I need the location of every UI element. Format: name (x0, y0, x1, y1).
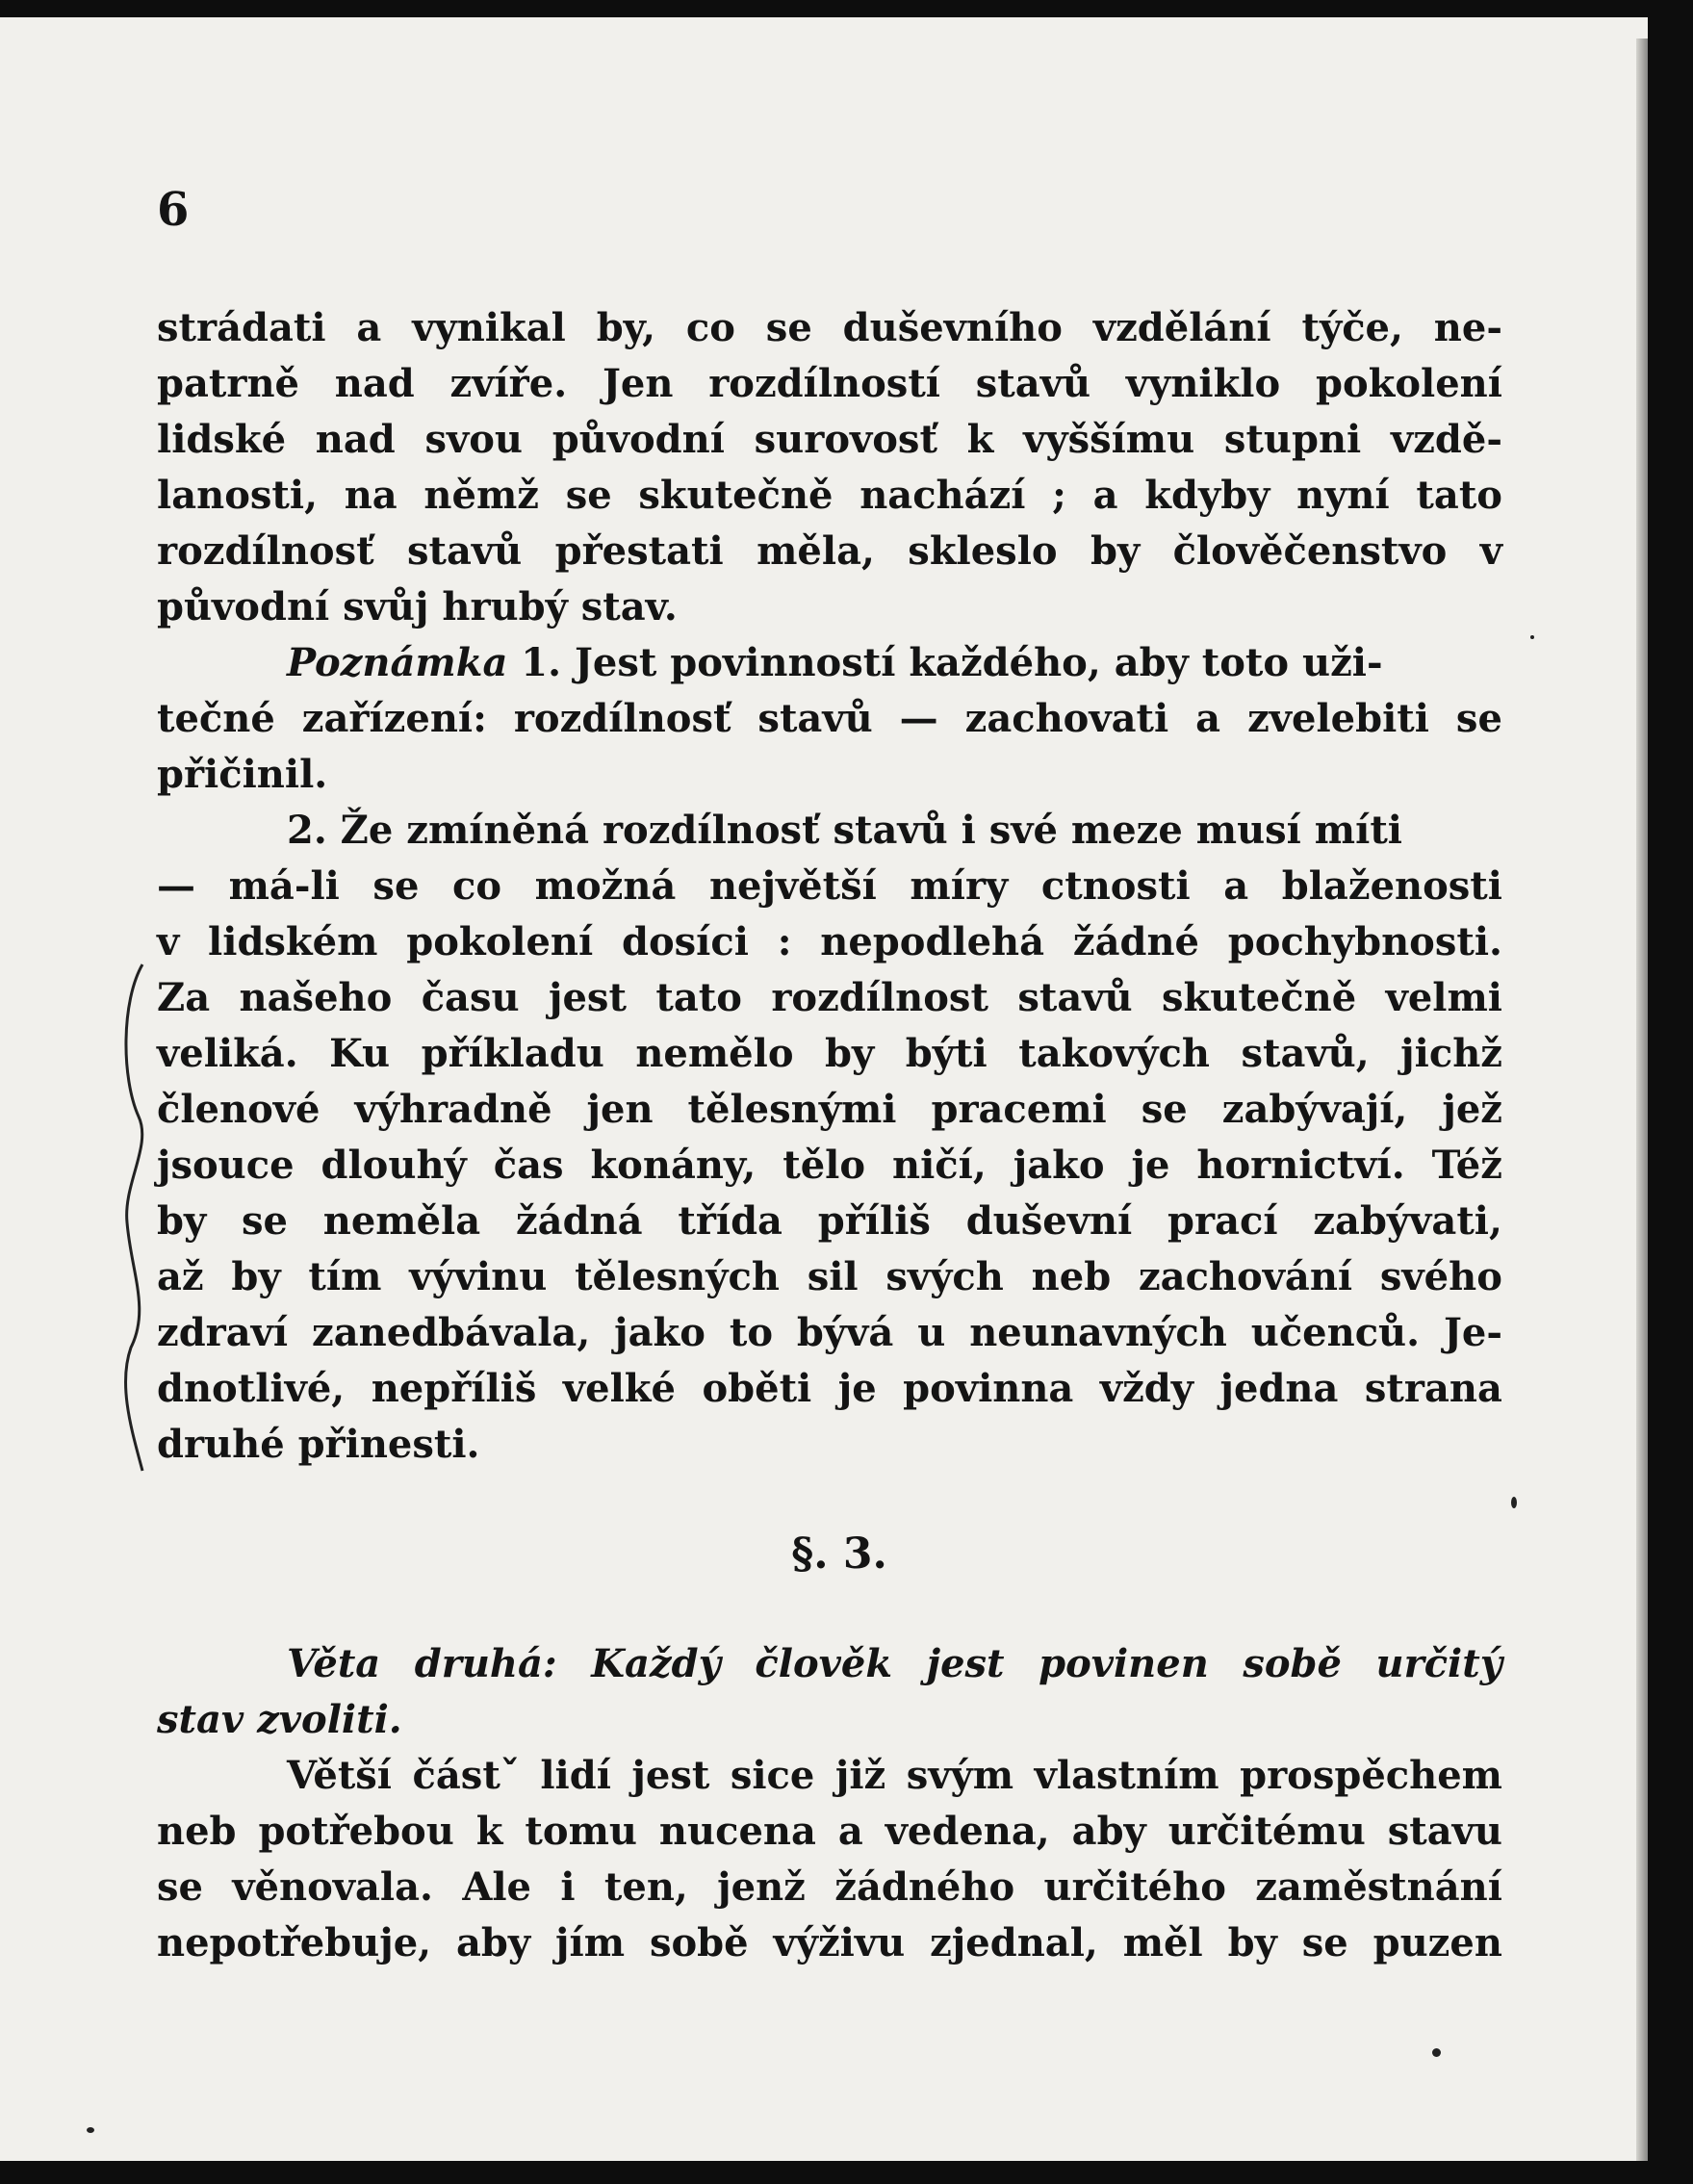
word: jako (1013, 1143, 1105, 1188)
word: tím (308, 1254, 382, 1299)
thesis (157, 1636, 1502, 1748)
word: : (777, 919, 792, 964)
word: času (421, 975, 520, 1020)
word: příliš (817, 1198, 931, 1244)
word: se (1141, 1087, 1188, 1132)
word: zjednal, (930, 1920, 1098, 1966)
word: zdraví (157, 1310, 289, 1355)
text-line (157, 300, 1502, 356)
text-line (157, 1915, 1502, 1971)
word: měla, (757, 528, 875, 574)
paragraph-1 (157, 300, 1502, 635)
word: vzdělání (1092, 305, 1271, 350)
word: nachází (859, 473, 1026, 518)
text-line: 2. Že zmíněná rozdílnosť stavů i své meze musí míti (287, 808, 1402, 853)
word: duševního (842, 305, 1063, 350)
text-line (157, 356, 1502, 412)
word: v (157, 919, 180, 964)
word: zaměstnání (1255, 1864, 1502, 1910)
word: nad (315, 417, 396, 462)
word: jako (614, 1310, 705, 1355)
word: stavů (975, 361, 1091, 406)
word: jenž (717, 1864, 806, 1910)
word: již (834, 1753, 886, 1798)
word: zařízení: (301, 696, 487, 741)
word: — (157, 863, 195, 909)
word: druhá: (414, 1641, 557, 1686)
word: svým (906, 1753, 1014, 1798)
body-text (157, 300, 1502, 1971)
word: vyniklo (1125, 361, 1281, 406)
word: oběti (702, 1366, 812, 1411)
word: velmi (1385, 975, 1502, 1020)
word: nepodlehá (820, 919, 1045, 964)
word: stavů (757, 696, 873, 741)
scan-speck (87, 2127, 94, 2133)
word: němž (423, 473, 539, 518)
word: sobě (1243, 1641, 1342, 1686)
word: neměla (322, 1198, 481, 1244)
word: Každý (591, 1641, 721, 1686)
word: zachování (1138, 1254, 1353, 1299)
word: tato (655, 975, 742, 1020)
word: Též (1431, 1143, 1502, 1188)
word: tomu (525, 1809, 637, 1854)
text-line (157, 1249, 1502, 1305)
scan-speck (1432, 2048, 1441, 2057)
word: tělesnými (687, 1087, 897, 1132)
word: je (1131, 1143, 1170, 1188)
word: jím (555, 1920, 626, 1966)
section-heading: §. 3. (791, 1529, 887, 1579)
word: věnovala. (232, 1864, 433, 1910)
word: je (837, 1366, 877, 1411)
word: povinna (903, 1366, 1074, 1411)
word: dlouhý (321, 1143, 467, 1188)
word: ničí, (892, 1143, 987, 1188)
word: jedna (1219, 1366, 1339, 1411)
word: na (344, 473, 398, 518)
text-line: druhé přinesti. (157, 1422, 480, 1467)
word: by, (596, 305, 655, 350)
word: pokolení (1315, 361, 1502, 406)
text-line (157, 1138, 1502, 1194)
word: k (475, 1809, 503, 1854)
word: ten, (603, 1864, 688, 1910)
word: vynikal (412, 305, 566, 350)
word: stavů (406, 528, 523, 574)
text-line (157, 524, 1502, 579)
word: prací (1167, 1198, 1278, 1244)
word: k (966, 417, 994, 462)
note-1-first-line (157, 635, 1502, 691)
word: blaženosti (1281, 863, 1502, 909)
word: neb (157, 1809, 237, 1854)
word: a (1223, 863, 1249, 909)
word: člověk (755, 1641, 893, 1686)
word: dnotlivé, (157, 1366, 346, 1411)
text-line (157, 1361, 1502, 1417)
text-line (157, 1804, 1502, 1860)
word: měl (1122, 1920, 1203, 1966)
word: nucena (658, 1809, 816, 1854)
word: puzen (1372, 1920, 1502, 1966)
text-line (157, 1860, 1502, 1915)
word: kdyby (1144, 473, 1270, 518)
word: třída (678, 1198, 782, 1244)
word: by (1227, 1920, 1277, 1966)
word: Ale (462, 1864, 531, 1910)
word: nemělo (635, 1031, 794, 1076)
word: přestati (554, 528, 724, 574)
word: býti (905, 1031, 988, 1076)
word: tělo (782, 1143, 866, 1188)
word: zvelebiti (1247, 696, 1429, 741)
word: tělesných (575, 1254, 780, 1299)
word: sobě (649, 1920, 749, 1966)
word: příkladu (421, 1031, 604, 1076)
word: pochybnosti. (1227, 919, 1502, 964)
word: možná (534, 863, 677, 909)
word: svého (1379, 1254, 1502, 1299)
margin-bracket-mark (114, 963, 152, 1473)
text-line: 1. Jest povinností každého, aby toto uži- (521, 640, 1383, 685)
word: se (242, 1198, 288, 1244)
word: jen (586, 1087, 654, 1132)
word: Jen (602, 361, 674, 406)
word: nepotřebuje, (157, 1920, 432, 1966)
word: stavů, (1241, 1031, 1370, 1076)
text-line (157, 691, 1502, 747)
note-1 (157, 635, 1502, 803)
word: nyní (1296, 473, 1390, 518)
word: stavu (1387, 1809, 1502, 1854)
word: určitý (1375, 1641, 1502, 1686)
word: zachovati (964, 696, 1169, 741)
text-line (157, 914, 1502, 970)
word: rozdílnost (771, 975, 988, 1020)
word: veliká. (157, 1031, 298, 1076)
word: se (1301, 1920, 1348, 1966)
text-line (157, 859, 1502, 914)
word: žádné (1072, 919, 1199, 964)
word: duševní (965, 1198, 1133, 1244)
spacer (157, 1598, 1502, 1636)
text-line (157, 1082, 1502, 1138)
paragraph-2 (157, 1748, 1502, 1971)
word: určitého (1043, 1864, 1226, 1910)
word: žádného (834, 1864, 1015, 1910)
thesis-line (157, 1636, 1502, 1692)
word: svou (424, 417, 523, 462)
word: rozdílnosť (513, 696, 731, 741)
word: stavů (1017, 975, 1133, 1020)
word: co (685, 305, 735, 350)
scan-border-right (1648, 0, 1693, 2184)
text-line (157, 1305, 1502, 1361)
text-line (157, 468, 1502, 524)
page-number: 6 (157, 183, 190, 237)
word: Ku (329, 1031, 391, 1076)
word: členové (157, 1087, 321, 1132)
word: pokolení (406, 919, 594, 964)
word: bývá (796, 1310, 894, 1355)
word: vždy (1099, 1366, 1194, 1411)
text-line (157, 970, 1502, 1026)
word: rozdílnosť (157, 528, 374, 574)
word: sil (807, 1254, 859, 1299)
word: skleslo (908, 528, 1058, 574)
word: lidské (157, 417, 287, 462)
word: čas (493, 1143, 564, 1188)
word: a (1195, 696, 1221, 741)
word: tečné (157, 696, 275, 741)
word: určitému (1167, 1809, 1366, 1854)
word: zvíře. (449, 361, 568, 406)
word: a (1092, 473, 1118, 518)
word: Větší (287, 1753, 393, 1798)
word: by (825, 1031, 875, 1076)
word: jež (1442, 1087, 1502, 1132)
text-line: přičinil. (157, 752, 328, 797)
word: jest (631, 1753, 710, 1798)
word: zanedbávala, (312, 1310, 591, 1355)
word: výživu (773, 1920, 906, 1966)
scan-speck (1530, 635, 1534, 639)
word: strana (1364, 1366, 1502, 1411)
word: rozdílností (708, 361, 940, 406)
text-line (157, 1748, 1502, 1804)
word: strádati (157, 305, 326, 350)
scan-border-top (0, 0, 1693, 17)
word: by (231, 1254, 281, 1299)
word: nepříliš (371, 1366, 537, 1411)
word: má-li (228, 863, 340, 909)
word: lidí (540, 1753, 611, 1798)
scan-border-bottom (0, 2161, 1693, 2184)
word: ne- (1433, 305, 1502, 350)
note-label: Poznámka (287, 640, 508, 685)
word: konány, (590, 1143, 757, 1188)
word: a (837, 1809, 863, 1854)
word: i (560, 1864, 576, 1910)
word: Je- (1443, 1310, 1502, 1355)
word: jsouce (157, 1143, 295, 1188)
word: takových (1018, 1031, 1210, 1076)
word: skutečně (1162, 975, 1357, 1020)
text-line: původní svůj hrubý stav. (157, 584, 678, 630)
word: pracemi (931, 1087, 1107, 1132)
word: neunavných (969, 1310, 1227, 1355)
text-line (157, 412, 1502, 468)
word: učenců. (1250, 1310, 1421, 1355)
note-2 (157, 803, 1502, 1473)
word: — (899, 696, 938, 741)
word: nad (334, 361, 415, 406)
thesis-line: stav zvoliti. (157, 1697, 402, 1742)
word: ctnosti (1040, 863, 1191, 909)
word: vyššímu (1023, 417, 1195, 462)
text-line (157, 1194, 1502, 1249)
spacer (157, 1473, 1502, 1511)
word: neb (1031, 1254, 1112, 1299)
word: by (157, 1198, 207, 1244)
word: jest (549, 975, 627, 1020)
word: zabývají, (1221, 1087, 1408, 1132)
word: vývinu (409, 1254, 548, 1299)
word: co (451, 863, 502, 909)
word: potřebou (258, 1809, 454, 1854)
word: patrně (157, 361, 299, 406)
word: největší (708, 863, 877, 909)
word: stupni (1223, 417, 1362, 462)
word: aby (1071, 1809, 1146, 1854)
word: až (157, 1254, 204, 1299)
word: aby (455, 1920, 531, 1966)
word: žádná (515, 1198, 643, 1244)
word: Věta (287, 1641, 381, 1686)
word: ; (1052, 473, 1066, 518)
word: lanosti, (157, 473, 318, 518)
word: u (917, 1310, 946, 1355)
word: týče, (1301, 305, 1403, 350)
word: by (1090, 528, 1141, 574)
word: člověčenstvo (1172, 528, 1448, 574)
word: částˇ (412, 1753, 520, 1798)
word: se (565, 473, 612, 518)
word: lidském (208, 919, 378, 964)
word: vedena, (885, 1809, 1050, 1854)
word: výhradně (354, 1087, 552, 1132)
word: Za (157, 975, 211, 1020)
word: to (729, 1310, 774, 1355)
word: zabývati, (1313, 1198, 1502, 1244)
word: jichž (1400, 1031, 1502, 1076)
scan-speck (1511, 1497, 1517, 1508)
word: původní (552, 417, 725, 462)
word: hornictví. (1196, 1143, 1405, 1188)
word: dosíci (621, 919, 749, 964)
word: surovosť (754, 417, 937, 462)
word: skutečně (638, 473, 834, 518)
word: našeho (239, 975, 393, 1020)
word: tato (1416, 473, 1502, 518)
word: se (157, 1864, 203, 1910)
word: vzdě- (1390, 417, 1502, 462)
word: prospěchem (1240, 1753, 1502, 1798)
word: svých (885, 1254, 1004, 1299)
word: vlastním (1034, 1753, 1219, 1798)
word: v (1479, 528, 1502, 574)
word: povinen (1039, 1641, 1209, 1686)
word: se (372, 863, 420, 909)
word: velké (562, 1366, 676, 1411)
word: a (356, 305, 382, 350)
word: se (765, 305, 812, 350)
word: sice (730, 1753, 815, 1798)
word: jest (926, 1641, 1005, 1686)
word: míry (910, 863, 1009, 909)
word: se (1455, 696, 1502, 741)
text-line (157, 1026, 1502, 1082)
